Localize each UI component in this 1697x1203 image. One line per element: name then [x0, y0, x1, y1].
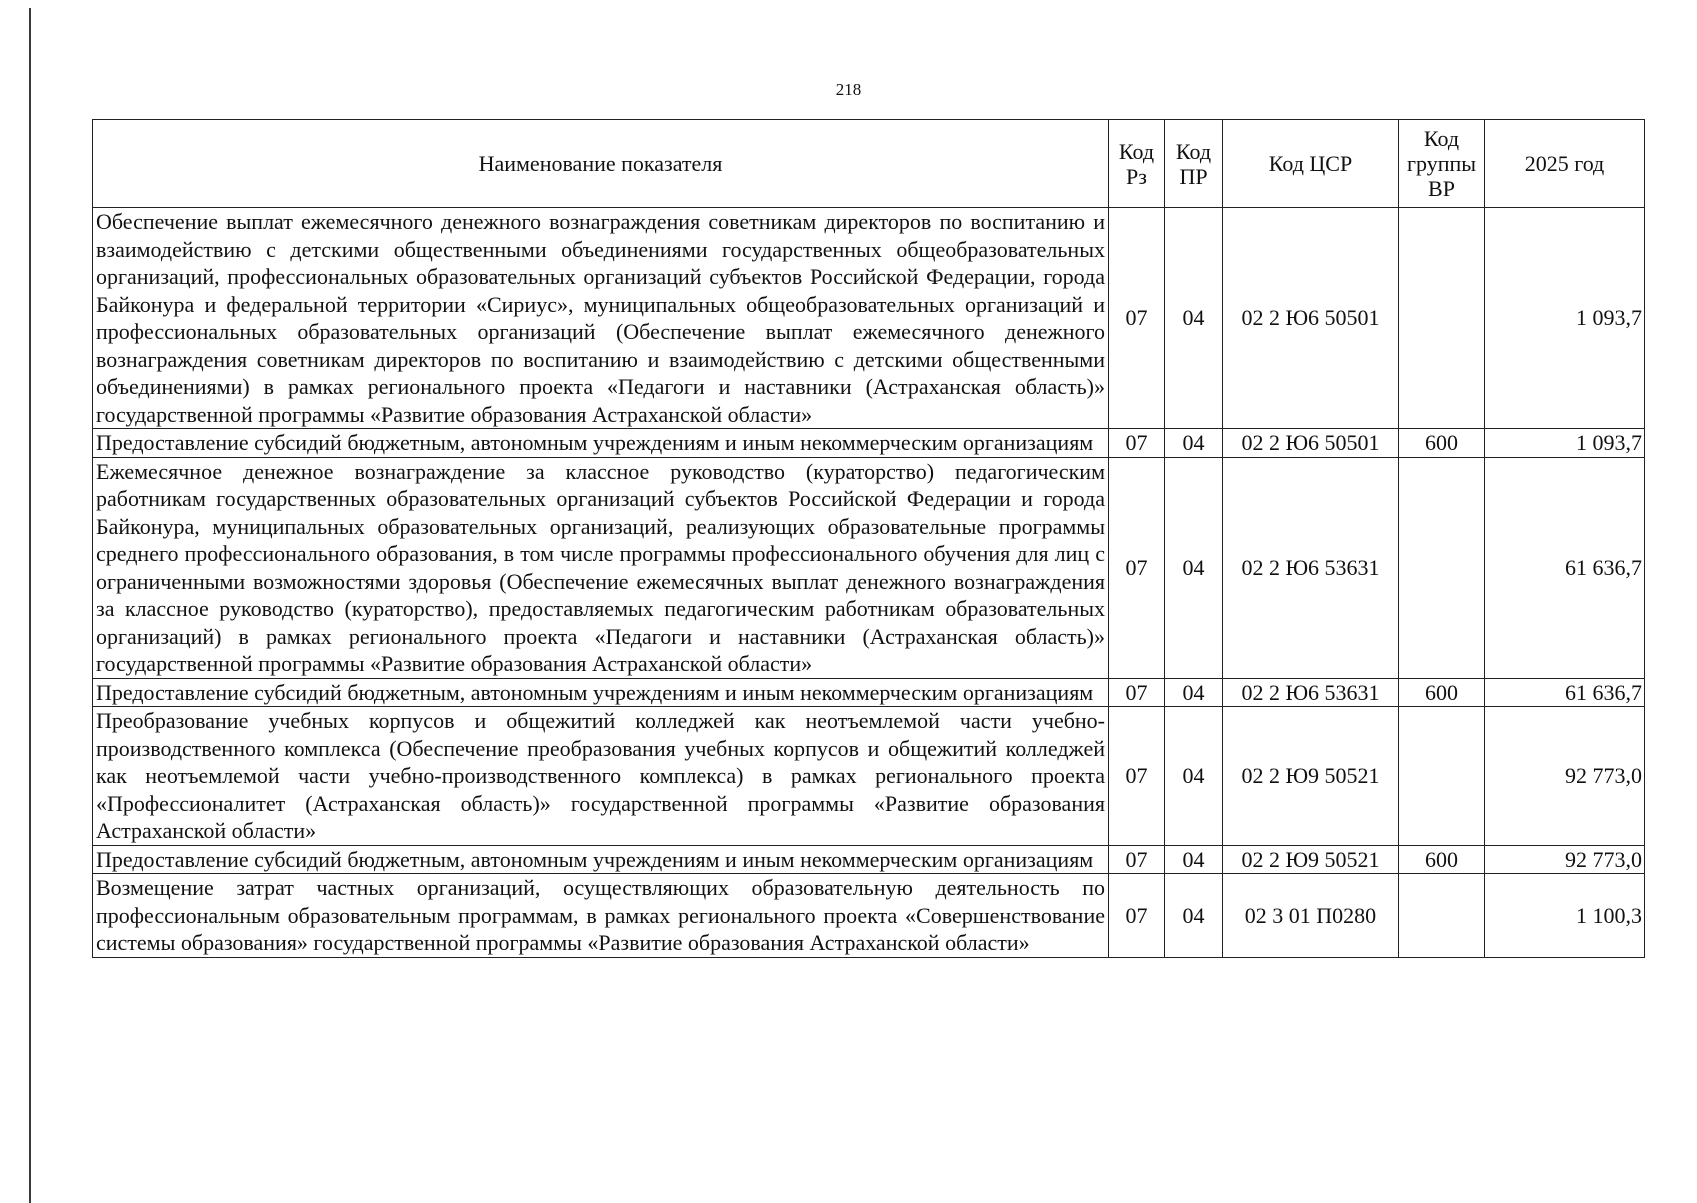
- header-year: 2025 год: [1485, 120, 1645, 208]
- row-rz: 07: [1109, 707, 1165, 846]
- row-name: Преобразование учебных корпусов и общежитий колледжей как неотъемлемой части учебно-производственного комплекса (Обеспечение преобразования учебных корпусов и общежитий колледжей как неотъемлемой части учебно-производственного комплекса) в рамках регионального проекта «Профессионалитет (Астраханская область)» государственной программы «Развитие образования Астраханской области»: [93, 707, 1109, 846]
- row-name: Предоставление субсидий бюджетным, автономным учреждениям и иным некоммерческим организациям: [93, 845, 1109, 874]
- table-row: [93, 707, 1645, 846]
- row-vr: [1399, 874, 1485, 958]
- row-vr: 600: [1399, 429, 1485, 458]
- row-amount: 92 773,0: [1485, 707, 1645, 846]
- row-rz: 07: [1109, 845, 1165, 874]
- table-row: [93, 678, 1645, 707]
- table-row: [93, 874, 1645, 958]
- row-vr: [1399, 208, 1485, 429]
- row-csr: 02 2 Ю6 53631: [1223, 678, 1399, 707]
- row-name: Предоставление субсидий бюджетным, автономным учреждениям и иным некоммерческим организациям: [93, 429, 1109, 458]
- row-rz: 07: [1109, 429, 1165, 458]
- row-amount: 1 100,3: [1485, 874, 1645, 958]
- row-amount: 61 636,7: [1485, 678, 1645, 707]
- row-amount: 1 093,7: [1485, 208, 1645, 429]
- row-csr: 02 2 Ю9 50521: [1223, 845, 1399, 874]
- header-pr: Код ПР: [1165, 120, 1223, 208]
- row-name: Предоставление субсидий бюджетным, автономным учреждениям и иным некоммерческим организациям: [93, 678, 1109, 707]
- row-pr: 04: [1165, 707, 1223, 846]
- table-header-row: [93, 120, 1645, 208]
- header-name: Наименование показателя: [93, 120, 1109, 208]
- row-vr: 600: [1399, 845, 1485, 874]
- row-vr: [1399, 457, 1485, 678]
- row-amount: 1 093,7: [1485, 429, 1645, 458]
- row-name: Ежемесячное денежное вознаграждение за классное руководство (кураторство) педагогическим работникам государственных образовательных организаций субъектов Российской Федерации и города Байконура, муниципальных образовательных организаций, реализующих образовательные программы среднего профессионального образования, в том числе программы профессионального обучения для лиц с ограниченными возможностями здоровья (Обеспечение ежемесячных выплат денежного вознаграждения за классное руководство (кураторство), предоставляемых педагогическим работникам образовательных организаций) в рамках регионального проекта «Педагоги и наставники (Астраханская область)» государственной программы «Развитие образования Астраханской области»: [93, 457, 1109, 678]
- row-csr: 02 3 01 П0280: [1223, 874, 1399, 958]
- row-rz: 07: [1109, 874, 1165, 958]
- row-rz: 07: [1109, 208, 1165, 429]
- row-vr: [1399, 707, 1485, 846]
- row-rz: 07: [1109, 678, 1165, 707]
- header-rz: Код Рз: [1109, 120, 1165, 208]
- table-row: [93, 429, 1645, 458]
- row-csr: 02 2 Ю6 50501: [1223, 429, 1399, 458]
- row-amount: 61 636,7: [1485, 457, 1645, 678]
- row-name: Обеспечение выплат ежемесячного денежного вознаграждения советникам директоров по воспитанию и взаимодействию с детскими общественными объединениями государственных общеобразовательных организаций, профессиональных образовательных организаций субъектов Российской Федерации, города Байконура и федеральной территории «Сириус», муниципальных общеобразовательных организаций и профессиональных образовательных организаций (Обеспечение выплат ежемесячного денежного вознаграждения советникам директоров по воспитанию и взаимодействию с детскими общественными объединениями) в рамках регионального проекта «Педагоги и наставники (Астраханская область)» государственной программы «Развитие образования Астраханской области»: [93, 208, 1109, 429]
- row-pr: 04: [1165, 874, 1223, 958]
- row-vr: 600: [1399, 678, 1485, 707]
- row-csr: 02 2 Ю9 50521: [1223, 707, 1399, 846]
- header-vr: Код группы ВР: [1399, 120, 1485, 208]
- row-pr: 04: [1165, 429, 1223, 458]
- budget-table: [92, 119, 1645, 958]
- header-csr: Код ЦСР: [1223, 120, 1399, 208]
- row-pr: 04: [1165, 845, 1223, 874]
- table-row: [93, 457, 1645, 678]
- table-row: [93, 208, 1645, 429]
- row-name: Возмещение затрат частных организаций, осуществляющих образовательную деятельность по профессиональным образовательным программам, в рамках регионального проекта «Совершенствование системы образования» государственной программы «Развитие образования Астраханской области»: [93, 874, 1109, 958]
- row-pr: 04: [1165, 457, 1223, 678]
- row-rz: 07: [1109, 457, 1165, 678]
- page-number: 218: [835, 80, 862, 99]
- row-pr: 04: [1165, 678, 1223, 707]
- row-csr: 02 2 Ю6 53631: [1223, 457, 1399, 678]
- binding-margin-line: [29, 8, 31, 1203]
- row-amount: 92 773,0: [1485, 845, 1645, 874]
- row-pr: 04: [1165, 208, 1223, 429]
- table-row: [93, 845, 1645, 874]
- row-csr: 02 2 Ю6 50501: [1223, 208, 1399, 429]
